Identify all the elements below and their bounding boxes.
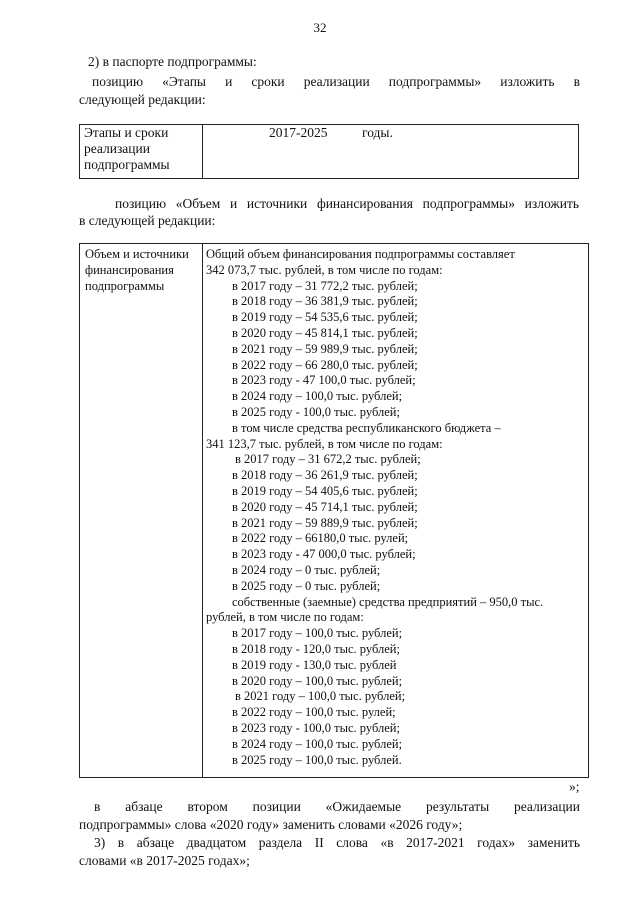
financing-line: в 2018 году – 36 381,9 тыс. рублей; (232, 294, 418, 309)
financing-line: в том числе средства республиканского бюджета – (232, 420, 501, 435)
financing-line: в 2019 году – 54 405,6 тыс. рублей; (232, 483, 418, 498)
financing-line: в 2019 году – 54 535,6 тыс. рублей; (232, 310, 418, 325)
financing-line: в 2020 году – 45 714,1 тыс. рублей; (232, 499, 418, 514)
financing-line: в 2024 году – 100,0 тыс. рублей; (232, 736, 403, 751)
financing-line: в 2022 году – 100,0 тыс. рулей; (232, 705, 396, 720)
financing-line: Общий объем финансирования подпрограммы составляет (206, 247, 515, 261)
stages-table-years: 2017-2025 (269, 125, 328, 140)
item-3-instruction: 3) в абзаце двадцатом раздела II слова «в 2017-2021 годах» заменить (94, 835, 580, 850)
position-stages-instruction-cont: следующей редакции: (79, 92, 206, 107)
financing-line: в 2020 году – 45 814,1 тыс. рублей; (232, 325, 418, 340)
financing-line: 342 073,7 тыс. рублей, в том числе по годам: (206, 262, 443, 277)
financing-line: в 2023 году - 47 100,0 тыс. рублей; (232, 373, 416, 388)
financing-line: в 2018 году – 36 261,9 тыс. рублей; (232, 468, 418, 483)
stages-table-label: Этапы и сроки реализации подпрограммы (84, 125, 170, 172)
stages-table-divider (202, 124, 203, 179)
expected-results-instruction-cont: подпрограммы» слова «2020 году» заменить словами «2026 году»; (79, 817, 463, 832)
financing-line: в 2021 году – 59 989,9 тыс. рублей; (232, 341, 418, 356)
financing-line: в 2018 году - 120,0 тыс. рублей; (232, 641, 400, 656)
item-2-heading: 2) в паспорте подпрограммы: (88, 54, 257, 69)
financing-line: в 2017 году – 100,0 тыс. рублей; (232, 626, 403, 641)
stages-table-unit: годы. (362, 125, 393, 140)
financing-table-content (206, 247, 586, 768)
expected-results-instruction: в абзаце втором позиции «Ожидаемые результаты реализации (94, 799, 580, 814)
financing-line: 341 123,7 тыс. рублей, в том числе по годам: (206, 436, 443, 451)
financing-line: в 2021 году – 59 889,9 тыс. рублей; (232, 515, 418, 530)
financing-line: в 2023 году - 47 000,0 тыс. рублей; (232, 547, 416, 562)
financing-table-divider (202, 243, 203, 778)
financing-line: в 2020 году – 100,0 тыс. рублей; (232, 673, 403, 688)
position-financing-instruction: позицию «Объем и источники финансирования подпрограммы» изложить (115, 196, 579, 211)
financing-line: в 2019 году - 130,0 тыс. рублей (232, 657, 397, 672)
position-financing-instruction-cont: в следующей редакции: (79, 213, 216, 228)
financing-line: в 2023 году - 100,0 тыс. рублей; (232, 720, 400, 735)
financing-line: в 2025 году - 100,0 тыс. рублей; (232, 404, 400, 419)
financing-line: в 2022 году – 66180,0 тыс. рулей; (232, 531, 409, 546)
financing-line: рублей, в том числе по годам: (206, 610, 364, 625)
financing-line: в 2022 году – 66 280,0 тыс. рублей; (232, 357, 418, 372)
financing-line: в 2017 году – 31 772,2 тыс. рублей; (232, 278, 418, 293)
financing-line: в 2025 году – 100,0 тыс. рублей. (232, 752, 402, 767)
closing-quote: »; (569, 779, 580, 794)
financing-line: в 2024 году – 100,0 тыс. рублей; (232, 389, 403, 404)
position-stages-instruction: позицию «Этапы и сроки реализации подпрограммы» изложить в (92, 74, 580, 89)
financing-line: в 2025 году – 0 тыс. рублей; (232, 578, 381, 593)
page-number: 32 (313, 20, 327, 35)
financing-line: в 2024 году – 0 тыс. рублей; (232, 562, 381, 577)
financing-line: собственные (заемные) средства предприятий – 950,0 тыс. (232, 594, 544, 609)
financing-line: в 2017 году – 31 672,2 тыс. рублей; (235, 452, 421, 467)
item-3-instruction-cont: словами «в 2017-2025 годах»; (79, 853, 250, 868)
financing-table-label: Объем и источники финансирования подпрограммы (85, 247, 189, 293)
financing-line: в 2021 году – 100,0 тыс. рублей; (235, 689, 406, 704)
